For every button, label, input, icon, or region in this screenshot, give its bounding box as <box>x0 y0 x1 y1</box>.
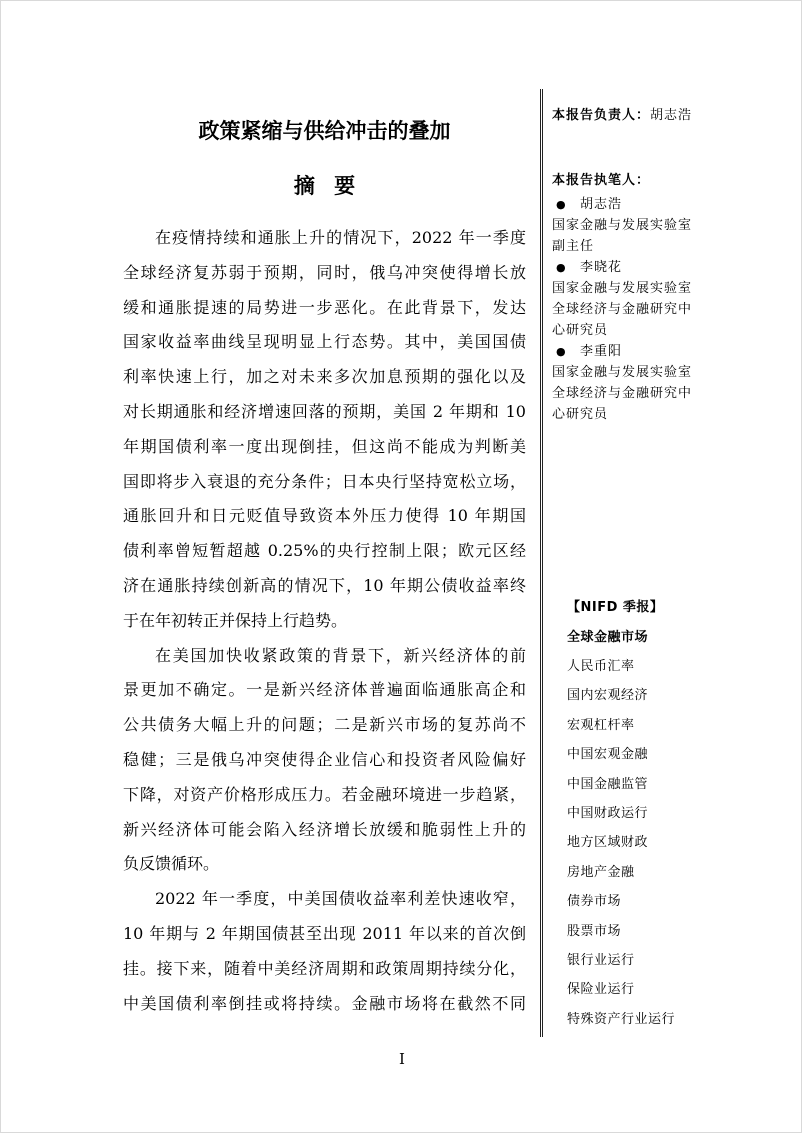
author-affiliation: 心研究员 <box>552 407 609 423</box>
page-number: I <box>399 1050 405 1068</box>
series-list <box>567 593 747 1034</box>
body-line: 济在通胀持续创新高的情况下，10 年期公债收益率终 <box>123 575 526 595</box>
series-item: 保险业运行 <box>567 982 635 998</box>
author-affiliation: 国家金融与发展实验室 <box>552 365 693 381</box>
authors-list <box>552 194 732 426</box>
series-item: 特殊资产行业运行 <box>567 1011 676 1027</box>
bullet-icon: ● <box>556 345 566 359</box>
abstract-body <box>123 221 526 1021</box>
body-line: 10 年期与 2 年期国债甚至出现 2011 年以来的首次倒 <box>123 923 526 943</box>
body-line: 国即将步入衰退的充分条件；日本央行坚持宽松立场， <box>123 471 526 491</box>
series-item: 银行业运行 <box>567 952 635 968</box>
author-name-row <box>552 194 732 215</box>
lead-label: 本报告负责人： <box>552 108 651 123</box>
author-affiliation: 副主任 <box>552 238 595 254</box>
series-item-current: 全球金融市场 <box>567 629 649 645</box>
body-line: 缓和通胀提速的局势进一步恶化。在此背景下，发达 <box>123 297 526 317</box>
body-line: 新兴经济体可能会陷入经济增长放缓和脆弱性上升的 <box>123 819 526 839</box>
report-lead <box>552 106 732 126</box>
series-item: 宏观杠杆率 <box>567 717 635 733</box>
series-item: 国内宏观经济 <box>567 688 649 704</box>
body-line: 负反馈循环。 <box>123 854 220 874</box>
authors-label: 本报告执笔人： <box>552 173 651 188</box>
author-name: 李晓花 <box>580 259 623 275</box>
author-affiliation: 全球经济与金融研究中 <box>552 301 693 317</box>
body-line: 中美国债利率倒挂或将持续。金融市场将在截然不同 <box>123 993 526 1013</box>
body-line: 稳健；三是俄乌冲突使得企业信心和投资者风险偏好 <box>123 749 526 769</box>
body-line: 在美国加快收紧政策的背景下，新兴经济体的前 <box>155 645 526 665</box>
series-item: 中国财政运行 <box>567 806 649 822</box>
lead-name: 胡志浩 <box>650 108 693 123</box>
body-line: 下降，对资产价格形成压力。若金融环境进一步趋紧， <box>123 784 526 804</box>
body-line: 景更加不确定。一是新兴经济体普遍面临通胀高企和 <box>123 680 526 700</box>
body-line: 2022 年一季度，中美国债收益率利差快速收窄， <box>155 889 526 909</box>
body-line: 于在年初转正并保持上行趋势。 <box>123 610 348 630</box>
author-name: 胡志浩 <box>580 196 623 212</box>
bullet-icon: ● <box>556 260 566 274</box>
series-item: 人民币汇率 <box>567 659 635 675</box>
bullet-icon: ● <box>556 197 566 211</box>
author-name-row <box>552 257 732 278</box>
author-affiliation: 国家金融与发展实验室 <box>552 217 693 233</box>
body-line: 公共债务大幅上升的问题；二是新兴市场的复苏尚不 <box>123 715 526 735</box>
body-line: 对长期通胀和经济增速回落的预期，美国 2 年期和 10 <box>123 401 526 421</box>
series-item: 中国宏观金融 <box>567 747 649 763</box>
abstract-heading: 摘 要 <box>293 174 356 198</box>
body-line: 国家收益率曲线呈现明显上行态势。其中，美国国债 <box>123 332 526 352</box>
body-line: 通胀回升和日元贬值导致资本外压力使得 10 年期国 <box>123 506 526 526</box>
body-line: 利率快速上行，加之对未来多次加息预期的强化以及 <box>123 367 526 387</box>
series-item: 房地产金融 <box>567 864 635 880</box>
series-item: 中国金融监管 <box>567 776 649 792</box>
body-line: 在疫情持续和通胀上升的情况下，2022 年一季度 <box>155 228 526 247</box>
body-line: 债利率曾短暂超越 0.25%的央行控制上限；欧元区经 <box>123 541 526 561</box>
author-affiliation: 心研究员 <box>552 323 609 339</box>
author-affiliation: 国家金融与发展实验室 <box>552 280 693 296</box>
column-divider <box>540 89 543 1037</box>
series-item: 债券市场 <box>567 894 622 910</box>
report-title: 政策紧缩与供给冲击的叠加 <box>198 119 451 143</box>
author-affiliation: 全球经济与金融研究中 <box>552 386 693 402</box>
series-item: 股票市场 <box>567 923 622 939</box>
series-title: 【NIFD 季报】 <box>567 600 664 616</box>
body-line: 年期国债利率一度出现倒挂，但这尚不能成为判断美 <box>123 436 526 456</box>
body-line: 挂。接下来，随着中美经济周期和政策周期持续分化， <box>123 958 526 978</box>
body-line: 全球经济复苏弱于预期，同时，俄乌冲突使得增长放 <box>123 262 526 282</box>
series-item: 地方区域财政 <box>567 835 649 851</box>
author-name: 李重阳 <box>580 344 623 360</box>
author-name-row <box>552 341 732 362</box>
